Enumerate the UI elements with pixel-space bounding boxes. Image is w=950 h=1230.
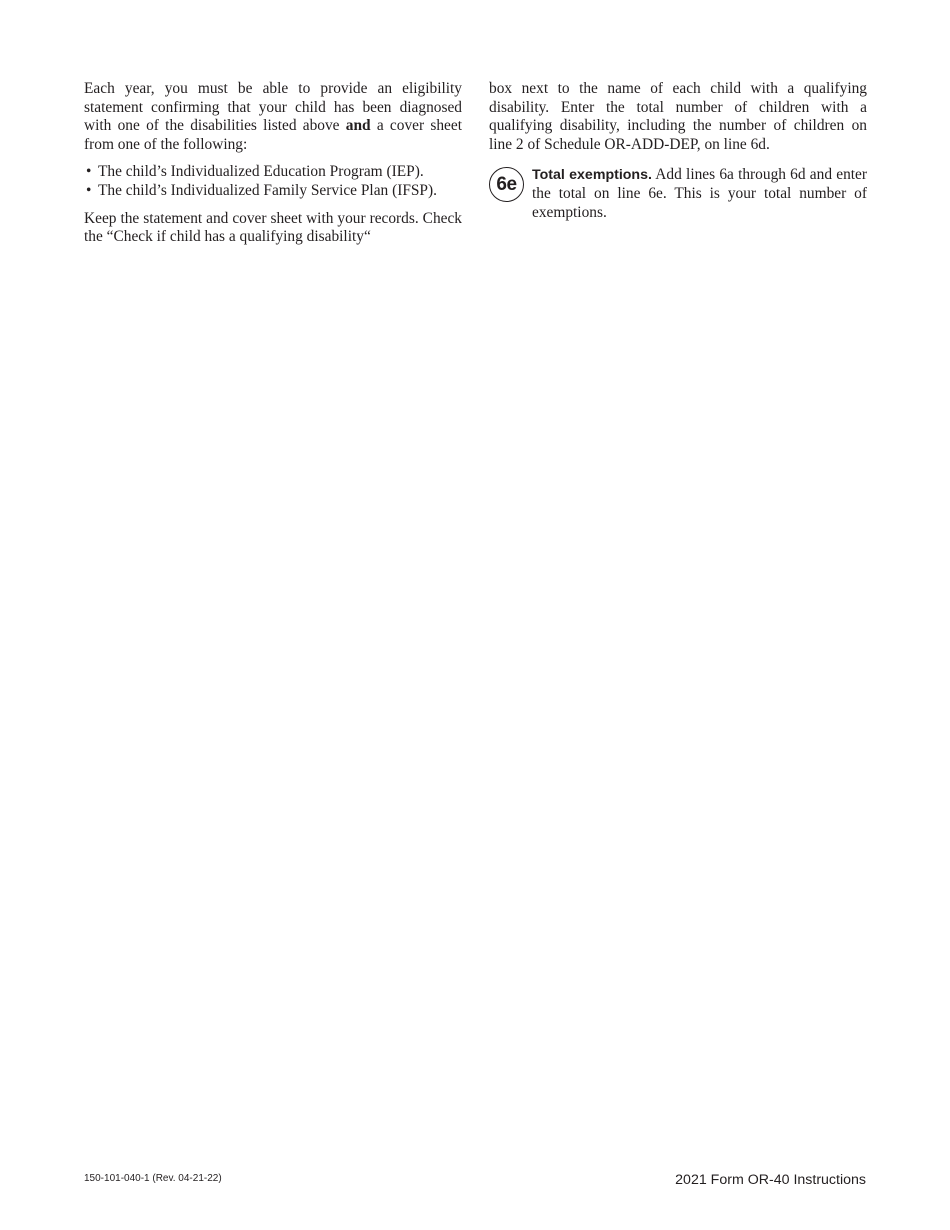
records-paragraph: Keep the statement and cover sheet with your records. Check the “Check if child has a qualifying disability“ <box>84 209 462 246</box>
footer-title: 2021 Form OR-40 Instructions <box>675 1172 866 1188</box>
list-item: • The child’s Individualized Education Program (IEP). <box>84 163 462 182</box>
line-6e-text: Add lines 6a through 6d and enter the total on line 6e. This is your total number of exemptions. <box>532 166 867 221</box>
eligibility-paragraph <box>84 80 462 154</box>
line-number-badge: 6e <box>489 167 524 202</box>
qualifying-box-paragraph: box next to the name of each child with a qualifying disability. Enter the total number of children with a qualifying disability, including the number of children on line 2 of Schedule OR-ADD-DEP, on line 6d. <box>489 80 867 153</box>
right-column <box>489 80 867 222</box>
line-6e-heading: Total exemptions. <box>532 167 652 184</box>
list-item: • The child’s Individualized Family Service Plan (IFSP). <box>84 182 462 201</box>
eligibility-tail: a cover sheet from one of the following: <box>84 117 462 153</box>
line-6e-paragraph <box>489 166 867 222</box>
left-column <box>84 80 462 247</box>
form-number: 150-101-040-1 (Rev. 04-21-22) <box>84 1173 222 1184</box>
cover-sheet-list <box>84 163 462 200</box>
eligibility-text: Each year, you must be able to provide an eligibility statement confirming that your child has been diagnosed with one of the disabilities listed above <box>84 80 462 135</box>
eligibility-and: and <box>345 117 371 135</box>
line-6e-section <box>489 166 867 222</box>
